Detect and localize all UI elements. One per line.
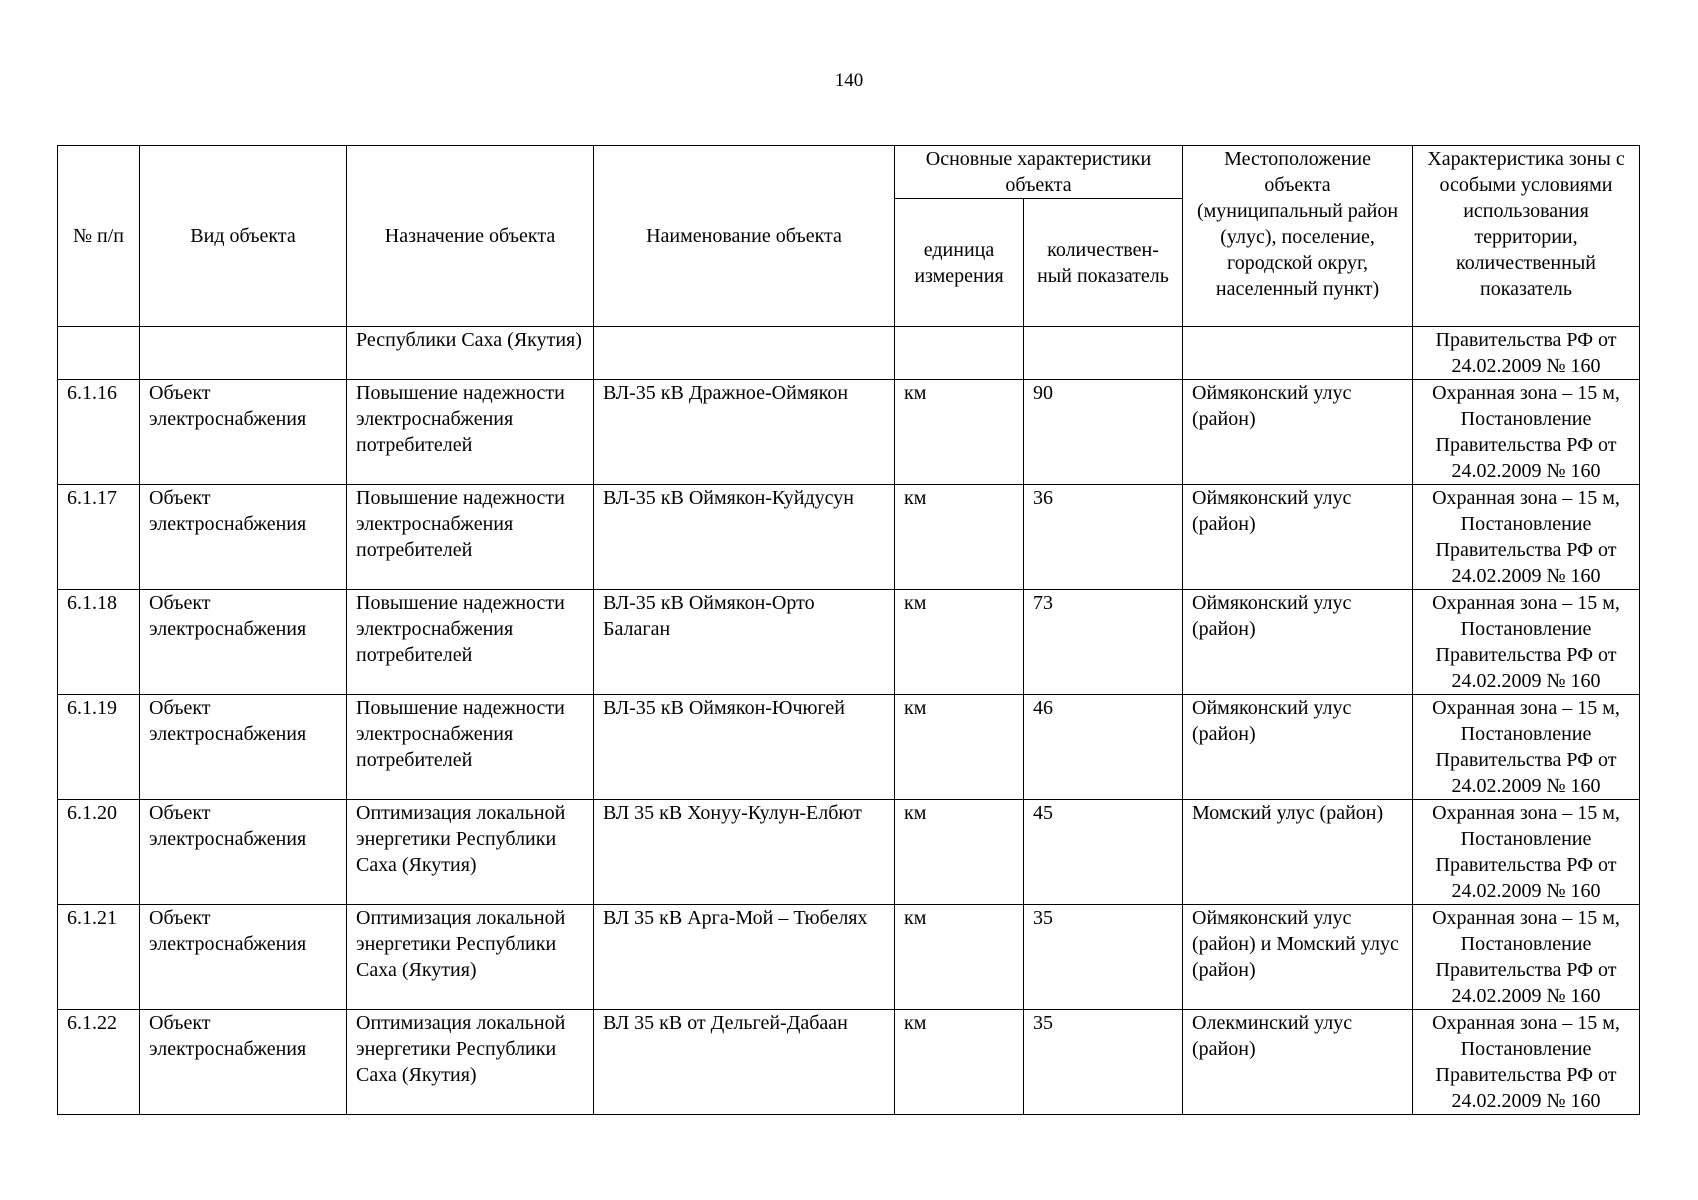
cell-num: 6.1.19 — [58, 695, 140, 800]
cell-purpose: Повышение надежности электроснабжения потребителей — [347, 485, 594, 590]
cell-zone: Охранная зона – 15 м, Постановление Правительства РФ от 24.02.2009 № 160 — [1413, 800, 1640, 905]
cell-kind: Объект электроснабжения — [140, 695, 347, 800]
cell-zone: Охранная зона – 15 м, Постановление Правительства РФ от 24.02.2009 № 160 — [1413, 590, 1640, 695]
header-location: Местоположение объекта (муниципальный район (улус), поселение, городской округ, населенный пункт) — [1183, 146, 1413, 327]
cell-unit: км — [895, 590, 1024, 695]
cell-purpose: Оптимизация локальной энергетики Республики Саха (Якутия) — [347, 905, 594, 1010]
cell-quantity: 35 — [1024, 1010, 1183, 1115]
cell-name: ВЛ 35 кВ от Дельгей-Дабаан — [594, 1010, 895, 1115]
cell-kind: Объект электроснабжения — [140, 1010, 347, 1115]
cell-num: 6.1.20 — [58, 800, 140, 905]
cell-name: ВЛ-35 кВ Оймякон-Куйдусун — [594, 485, 895, 590]
objects-table — [57, 145, 1640, 1115]
cell-location: Оймяконский улус (район) — [1183, 485, 1413, 590]
cell-zone: Охранная зона – 15 м, Постановление Правительства РФ от 24.02.2009 № 160 — [1413, 485, 1640, 590]
cell-kind — [140, 327, 347, 380]
cell-num — [58, 327, 140, 380]
cell-unit: км — [895, 485, 1024, 590]
header-main-characteristics: Основные характеристики объекта — [895, 146, 1183, 199]
cell-quantity: 45 — [1024, 800, 1183, 905]
table-row — [58, 695, 1640, 800]
table-body — [58, 327, 1640, 1115]
cell-num: 6.1.18 — [58, 590, 140, 695]
cell-unit: км — [895, 905, 1024, 1010]
cell-num: 6.1.21 — [58, 905, 140, 1010]
cell-kind: Объект электроснабжения — [140, 800, 347, 905]
table-header — [58, 146, 1640, 327]
cell-quantity — [1024, 327, 1183, 380]
cell-name — [594, 327, 895, 380]
cell-quantity: 90 — [1024, 380, 1183, 485]
cell-purpose: Повышение надежности электроснабжения потребителей — [347, 590, 594, 695]
cell-unit: км — [895, 380, 1024, 485]
cell-purpose: Оптимизация локальной энергетики Республики Саха (Якутия) — [347, 800, 594, 905]
table-row — [58, 1010, 1640, 1115]
cell-num: 6.1.17 — [58, 485, 140, 590]
cell-purpose: Повышение надежности электроснабжения потребителей — [347, 695, 594, 800]
cell-name: ВЛ 35 кВ Хонуу-Кулун-Елбют — [594, 800, 895, 905]
cell-zone: Правительства РФ от 24.02.2009 № 160 — [1413, 327, 1640, 380]
cell-zone: Охранная зона – 15 м, Постановление Правительства РФ от 24.02.2009 № 160 — [1413, 905, 1640, 1010]
cell-unit: км — [895, 695, 1024, 800]
cell-unit: км — [895, 1010, 1024, 1115]
table-row — [58, 800, 1640, 905]
cell-location — [1183, 327, 1413, 380]
header-kind: Вид объекта — [140, 146, 347, 327]
cell-purpose: Оптимизация локальной энергетики Республики Саха (Якутия) — [347, 1010, 594, 1115]
table-row — [58, 327, 1640, 380]
header-num: № п/п — [58, 146, 140, 327]
cell-quantity: 35 — [1024, 905, 1183, 1010]
table-row — [58, 485, 1640, 590]
header-zone: Характеристика зоны с особыми условиями использования территории, количественный показатель — [1413, 146, 1640, 327]
cell-zone: Охранная зона – 15 м, Постановление Правительства РФ от 24.02.2009 № 160 — [1413, 1010, 1640, 1115]
cell-location: Момский улус (район) — [1183, 800, 1413, 905]
cell-location: Оймяконский улус (район) и Момский улус (район) — [1183, 905, 1413, 1010]
cell-num: 6.1.22 — [58, 1010, 140, 1115]
cell-location: Оймяконский улус (район) — [1183, 380, 1413, 485]
header-quantity: количествен-ный показатель — [1024, 199, 1183, 327]
cell-name: ВЛ-35 кВ Дражное-Оймякон — [594, 380, 895, 485]
cell-purpose: Республики Саха (Якутия) — [347, 327, 594, 380]
cell-name: ВЛ-35 кВ Оймякон-Ючюгей — [594, 695, 895, 800]
header-name: Наименование объекта — [594, 146, 895, 327]
cell-quantity: 46 — [1024, 695, 1183, 800]
table-row — [58, 380, 1640, 485]
cell-kind: Объект электроснабжения — [140, 905, 347, 1010]
cell-kind: Объект электроснабжения — [140, 380, 347, 485]
header-unit: единица измерения — [895, 199, 1024, 327]
cell-quantity: 36 — [1024, 485, 1183, 590]
cell-unit — [895, 327, 1024, 380]
cell-unit: км — [895, 800, 1024, 905]
cell-location: Оймяконский улус (район) — [1183, 695, 1413, 800]
cell-name: ВЛ-35 кВ Оймякон-Орто Балаган — [594, 590, 895, 695]
header-purpose: Назначение объекта — [347, 146, 594, 327]
table-row — [58, 905, 1640, 1010]
cell-num: 6.1.16 — [58, 380, 140, 485]
cell-name: ВЛ 35 кВ Арга-Мой – Тюбелях — [594, 905, 895, 1010]
cell-zone: Охранная зона – 15 м, Постановление Правительства РФ от 24.02.2009 № 160 — [1413, 380, 1640, 485]
table-row — [58, 590, 1640, 695]
cell-kind: Объект электроснабжения — [140, 590, 347, 695]
page-number: 140 — [834, 70, 864, 91]
cell-location: Олекминский улус (район) — [1183, 1010, 1413, 1115]
cell-purpose: Повышение надежности электроснабжения потребителей — [347, 380, 594, 485]
cell-location: Оймяконский улус (район) — [1183, 590, 1413, 695]
cell-quantity: 73 — [1024, 590, 1183, 695]
cell-kind: Объект электроснабжения — [140, 485, 347, 590]
cell-zone: Охранная зона – 15 м, Постановление Правительства РФ от 24.02.2009 № 160 — [1413, 695, 1640, 800]
